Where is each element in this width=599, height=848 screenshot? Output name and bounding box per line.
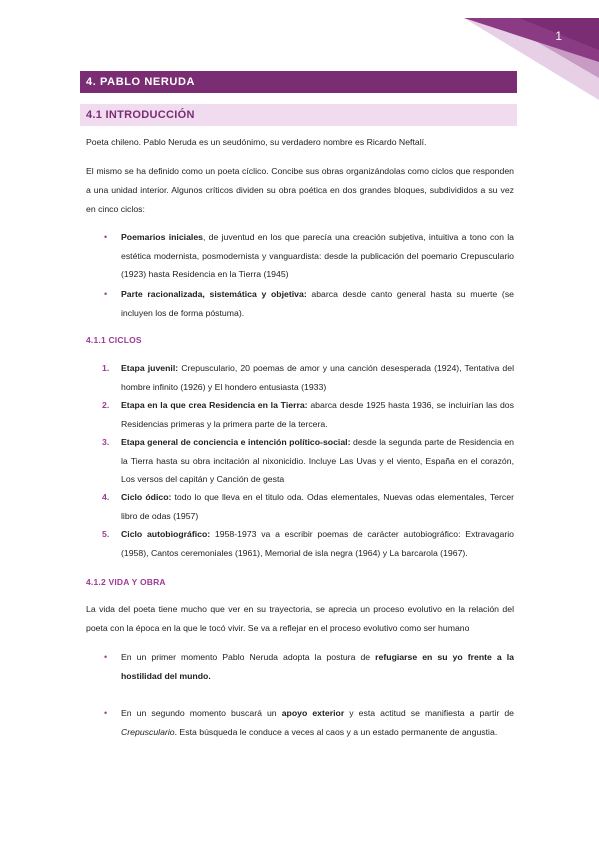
ciclo-title: Ciclo autobiográfico: <box>121 529 211 539</box>
ciclo-text: abarca desde 1925 hasta 1936, se incluirían las dos Residencias primeras y la primera parte de la tercera. <box>121 400 514 429</box>
bullet-icon: • <box>104 289 108 299</box>
bullet-icon: • <box>104 708 108 718</box>
vida-paragraph: La vida del poeta tiene mucho que ver en su trayectoria, se aprecia un proceso evolutivo en la relación del poeta con la época en la que le tocó vivir. Se va a reflejar en el proceso evolutivo como ser humano <box>86 604 514 633</box>
ciclo-item <box>121 359 514 396</box>
vida-bullet-text: y esta actitud se manifiesta a partir de <box>344 708 514 718</box>
ciclo-text: desde la segunda parte de Residencia en la Tierra hasta su obra incitación al nixonicidio. Incluye Las Uvas y el viento, España en el corazón, Los versos del capitán y Canción de gesta <box>121 437 515 484</box>
block-item <box>121 228 514 284</box>
vida-bullet-2 <box>121 704 514 741</box>
ciclo-item <box>121 488 514 525</box>
list-number: 2. <box>102 400 110 410</box>
intro-paragraph-2: El mismo se ha definido como un poeta cíclico. Concibe sus obras organizándolas como ciclos que responden a una unidad interior. Algunos críticos dividen su obra poética en dos grandes bloques, subdivididos a su vez en cinco ciclos: <box>86 166 514 214</box>
ciclo-item <box>121 433 514 489</box>
heading-introduccion: 4.1 INTRODUCCIÓN <box>80 104 517 126</box>
heading-pablo-neruda: 4. PABLO NERUDA <box>80 71 517 93</box>
ciclo-item <box>121 396 514 433</box>
list-number: 4. <box>102 492 110 502</box>
ciclo-title: Etapa en la que crea Residencia en la Tierra: <box>121 400 308 410</box>
block-text: abarca desde canto general hasta su muerte (se incluyen los de forma póstuma). <box>121 289 514 318</box>
ciclo-text: 1958-1973 va a escribir poemas de carácter autobiográfico: Extravagario (1958), Cantos ceremoniales (1961), Memorial de isla negra (1964) y La barcarola (1967). <box>121 529 515 558</box>
ciclo-title: Etapa juvenil: <box>121 363 179 373</box>
list-number: 3. <box>102 437 110 447</box>
ciclo-item <box>121 525 514 562</box>
page-number: 1 <box>555 29 562 43</box>
vida-bullet-text: En un segundo momento buscará un <box>121 708 282 718</box>
block-title: Parte racionalizada, sistemática y objetiva: <box>121 289 307 299</box>
vida-bullet-1 <box>121 648 514 685</box>
vida-bullet-bold: refugiarse en su yo frente a la hostilidad del mundo. <box>121 652 514 681</box>
block-item <box>121 285 514 322</box>
vida-bullet-italic: Crepusculario <box>121 726 175 737</box>
ciclo-text: Crepusculario, 20 poemas de amor y una canción desesperada (1924), Tentativa del hombre infinito (1926) y El hondero entusiasta (1933) <box>121 363 514 392</box>
heading-ciclos: 4.1.1 CICLOS <box>86 335 142 345</box>
ciclo-title: Etapa general de conciencia e intención político-social: <box>121 437 351 447</box>
vida-bullet-text: En un primer momento Pablo Neruda adopta la postura de <box>121 652 376 662</box>
bullet-icon: • <box>104 232 108 242</box>
bullet-icon: • <box>104 652 108 662</box>
vida-bullet-bold: apoyo exterior <box>281 708 345 718</box>
block-title: Poemarios iniciales <box>121 232 203 242</box>
vida-bullet-text: . Esta búsqueda le conduce a veces al caos y a un estado permanente de angustia. <box>174 726 498 737</box>
list-number: 5. <box>102 529 110 539</box>
list-number: 1. <box>102 363 110 373</box>
ciclo-text: todo lo que lleva en el titulo oda. Odas elementales, Nuevas odas elementales, Tercer libro de odas (1957) <box>121 492 515 521</box>
heading-vida-y-obra: 4.1.2 VIDA Y OBRA <box>86 577 166 587</box>
ciclo-title: Ciclo ódico: <box>121 492 172 502</box>
block-text: , de juventud en los que parecía una creación subjetiva, intuitiva a tono con la estética modernista, posmodernista y vanguardista: desde la publicación del poemario Crepusculario (1923) hasta Residencia en la Tierra (1945) <box>121 232 514 279</box>
intro-paragraph-1: Poeta chileno. Pablo Neruda es un seudónimo, su verdadero nombre es Ricardo Neftalí. <box>86 137 427 147</box>
